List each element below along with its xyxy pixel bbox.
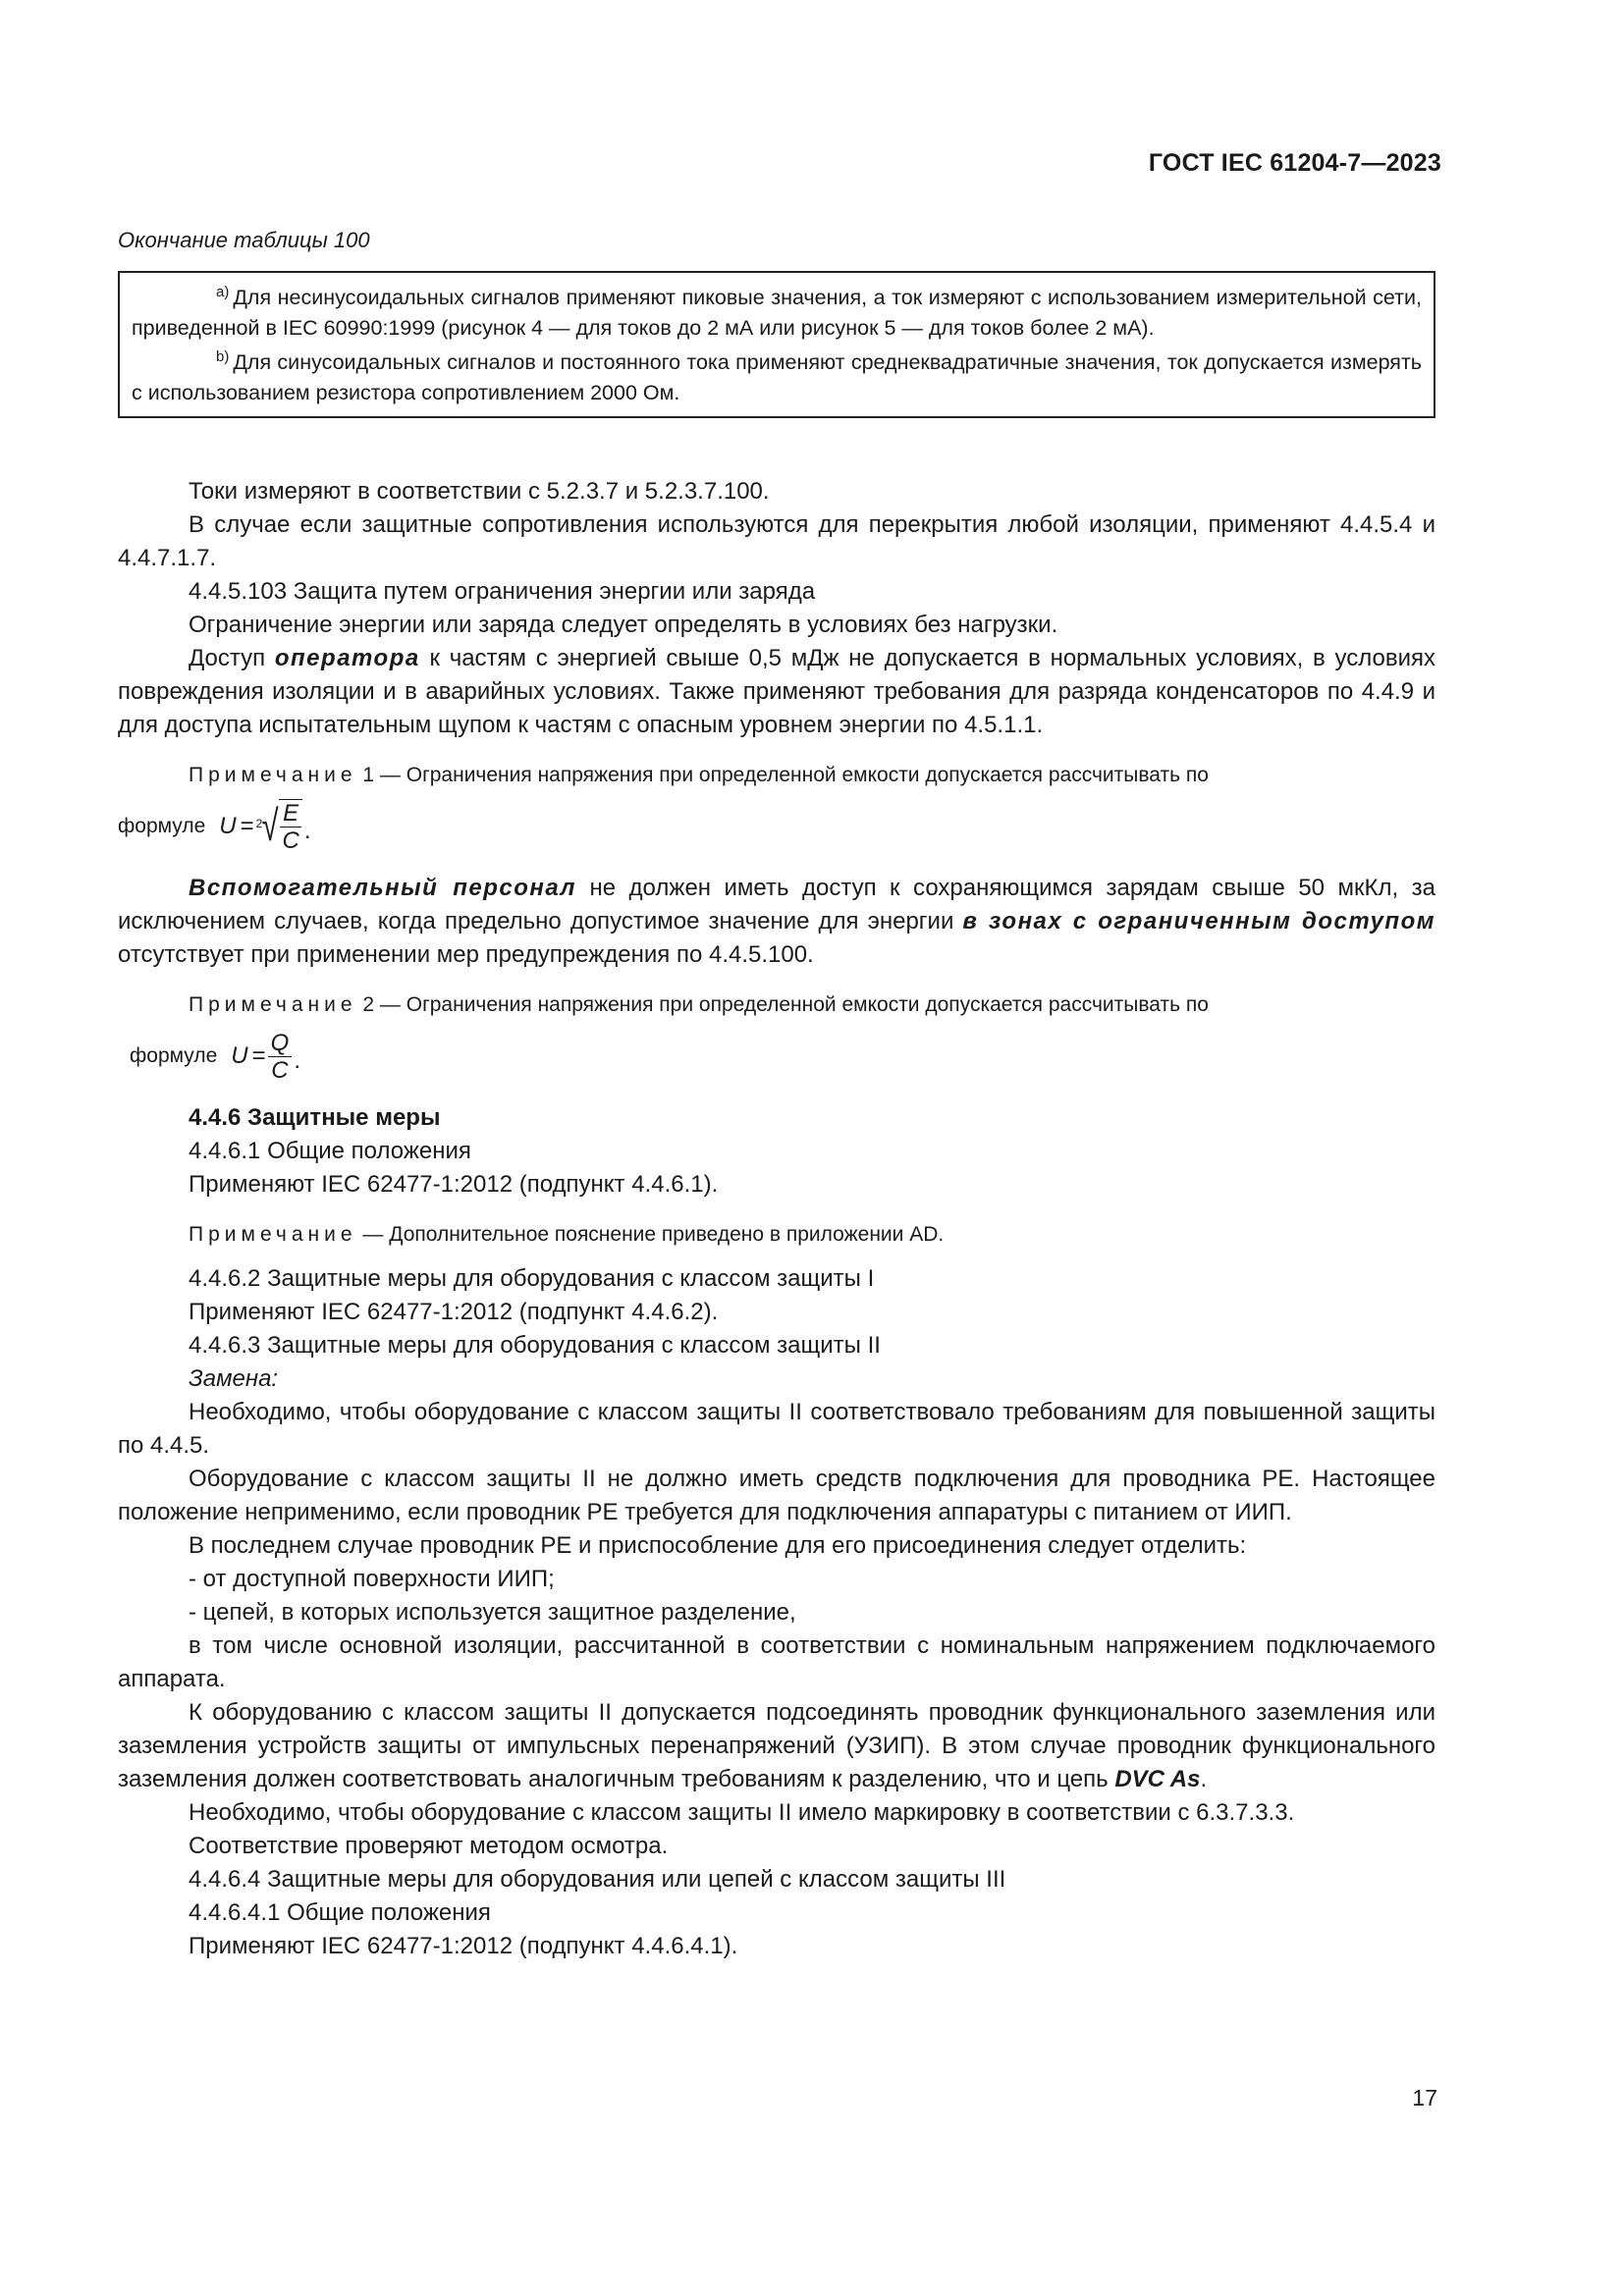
note-text: 1 — Ограничения напряжения при определенной емкости допускается рассчитывать по [356,764,1209,786]
text-run: Доступ [189,645,275,671]
section-4-4-6-4-title: 4.4.6.4 Защитные меры для оборудования или цепей с классом защиты III [189,1866,1006,1893]
section-4-4-6-3-title: 4.4.6.3 Защитные меры для оборудования с классом защиты II [189,1332,881,1359]
formula-u-q-over-c [231,1030,300,1084]
formula-label: формуле [130,1044,218,1067]
root-index: 2 [255,817,263,830]
term-restricted-zones: в зонах с ограниченным доступом [962,908,1435,934]
paragraph: Оборудование с классом защиты II не должно иметь средств подключения для проводника PE. Настоящее положение неприменимо, если проводник PE требуется для подключения аппаратуры с питанием от ИИП. [118,1466,1435,1525]
formula-variable: U [231,1042,248,1069]
formula-variable: U [219,813,237,839]
text-run: . [1200,1766,1208,1792]
footnote-a-mark: a) [216,283,230,300]
formula-1-line [118,797,1435,856]
formula-dot: . [303,818,311,844]
paragraph: Необходимо, чтобы оборудование с классом защиты II соответствовало требованиям для повышенной защиты по 4.4.5. [118,1399,1435,1459]
section-4-4-5-103-title: 4.4.5.103 Защита путем ограничения энергии или заряда [189,578,816,605]
text-run: не должен иметь доступ к сохраняющимся зарядам свыше 50 мкКл, за исключением случаев, когда предельно допустимое значение для энергии [118,875,1435,934]
text-run: к частям с энергией свыше 0,5 мДж не допускается в нормальных условиях, в условиях повреждения изоляции и в аварийных условиях. Также применяют требования для разряда конденсаторов по 4.4.9 и для доступа испытательным щупом к частям с опасным уровнем энергии по 4.5.1.1. [118,645,1435,738]
term-dvc-as: DVC As [1114,1766,1201,1792]
paragraph: В случае если защитные сопротивления используются для перекрытия любой изоляции, применяют 4.4.5.4 и 4.4.7.1.7. [118,511,1435,571]
paragraph: в том числе основной изоляции, рассчитанной в соответствии с номинальным напряжением подключаемого аппарата. [118,1632,1435,1692]
paragraph: Применяют IEC 62477-1:2012 (подпункт 4.4.6.2). [189,1299,719,1325]
note-label: Примечание [189,764,357,786]
formula-dot: . [294,1046,300,1074]
text-run: К оборудованию с классом защиты II допускается подсоединять проводник функционального заземления или заземления устройств защиты от импульсных перенапряжений (УЗИП). В этом случае проводник функционального заземления должен соответствовать аналогичным требованиям к разделению, что и цепь [118,1699,1435,1792]
text-run: отсутствует при применении мер предупреждения по 4.4.5.100. [118,941,814,968]
fraction-numerator: E [280,800,301,828]
note-label: Примечание [189,1223,357,1246]
paragraph: В последнем случае проводник PE и приспособление для его присоединения следует отделить: [189,1532,1247,1559]
table-caption: Окончание таблицы 100 [118,228,370,252]
footnote-b-mark: b) [216,347,230,365]
paragraph: Необходимо, чтобы оборудование с классом защиты II имело маркировку в соответствии с 6.3.7.3.3. [189,1799,1295,1826]
fraction-numerator: Q [268,1030,293,1057]
fraction [268,1030,293,1084]
formula-equals: = [240,813,254,839]
paragraph: Применяют IEC 62477-1:2012 (подпункт 4.4.6.4.1). [189,1933,738,1959]
footnote-a-text: Для несинусоидальных сигналов применяют пиковые значения, а ток измеряют с использованием измерительной сети, приведенной в IEC 60990:1999 (рисунок 4 — для токов до 2 мА или рисунок 5 — для токов более 2 мА). [132,286,1422,340]
footnote-b-text: Для синусоидальных сигналов и постоянного тока применяют среднеквадратичные значения, ток допускается измерять с использованием резистора сопротивлением 2000 Ом. [132,350,1422,404]
section-4-4-6-4-1-title: 4.4.6.4.1 Общие положения [189,1899,491,1926]
term-operator: оператора [274,645,420,671]
paragraph-operator-access [118,642,1435,742]
list-item: - цепей, в которых используется защитное разделение, [189,1599,796,1626]
fraction-denominator: C [271,1056,289,1084]
fraction-denominator: C [282,828,299,854]
fraction [279,799,301,854]
note-2 [118,989,1435,1021]
paragraph: Токи измеряют в соответствии с 5.2.3.7 и 5.2.3.7.100. [189,478,770,505]
note-1 [118,760,1435,791]
note-text: — Дополнительное пояснение приведено в приложении AD. [356,1223,945,1246]
table-footnotes-box [118,271,1435,418]
paragraph-functional-earthing [118,1696,1435,1796]
formula-equals: = [251,1042,266,1069]
paragraph-auxiliary-personnel [118,872,1435,972]
section-4-4-6-heading: 4.4.6 Защитные меры [189,1104,441,1131]
document-body [118,475,1435,1963]
note-text: 2 — Ограничения напряжения при определенной емкости допускается рассчитывать по [356,993,1209,1016]
root-sign-icon: √ [261,802,279,850]
standard-header: ГОСТ IEC 61204-7—2023 [1148,149,1441,177]
formula-u-root-e-over-c [219,799,310,854]
section-4-4-6-2-title: 4.4.6.2 Защитные меры для оборудования с классом защиты I [189,1265,875,1292]
square-root [256,799,302,854]
formula-2-line [118,1027,1435,1086]
list-item: - от доступной поверхности ИИП; [189,1566,555,1592]
paragraph: Соответствие проверяют методом осмотра. [189,1833,669,1859]
note-label: Примечание [189,993,357,1016]
formula-label: формуле [118,815,206,837]
footnote-a [132,283,1422,344]
replacement-label: Замена: [189,1365,279,1392]
paragraph: Ограничение энергии или заряда следует определять в условиях без нагрузки. [189,612,1058,638]
paragraph: Применяют IEC 62477-1:2012 (подпункт 4.4.6.1). [189,1171,719,1198]
footnote-b [132,347,1422,408]
term-auxiliary-personnel: Вспомогательный персонал [189,875,576,901]
note-3 [118,1219,1435,1251]
page-number: 17 [1412,2085,1437,2110]
section-4-4-6-1-title: 4.4.6.1 Общие положения [189,1138,471,1164]
